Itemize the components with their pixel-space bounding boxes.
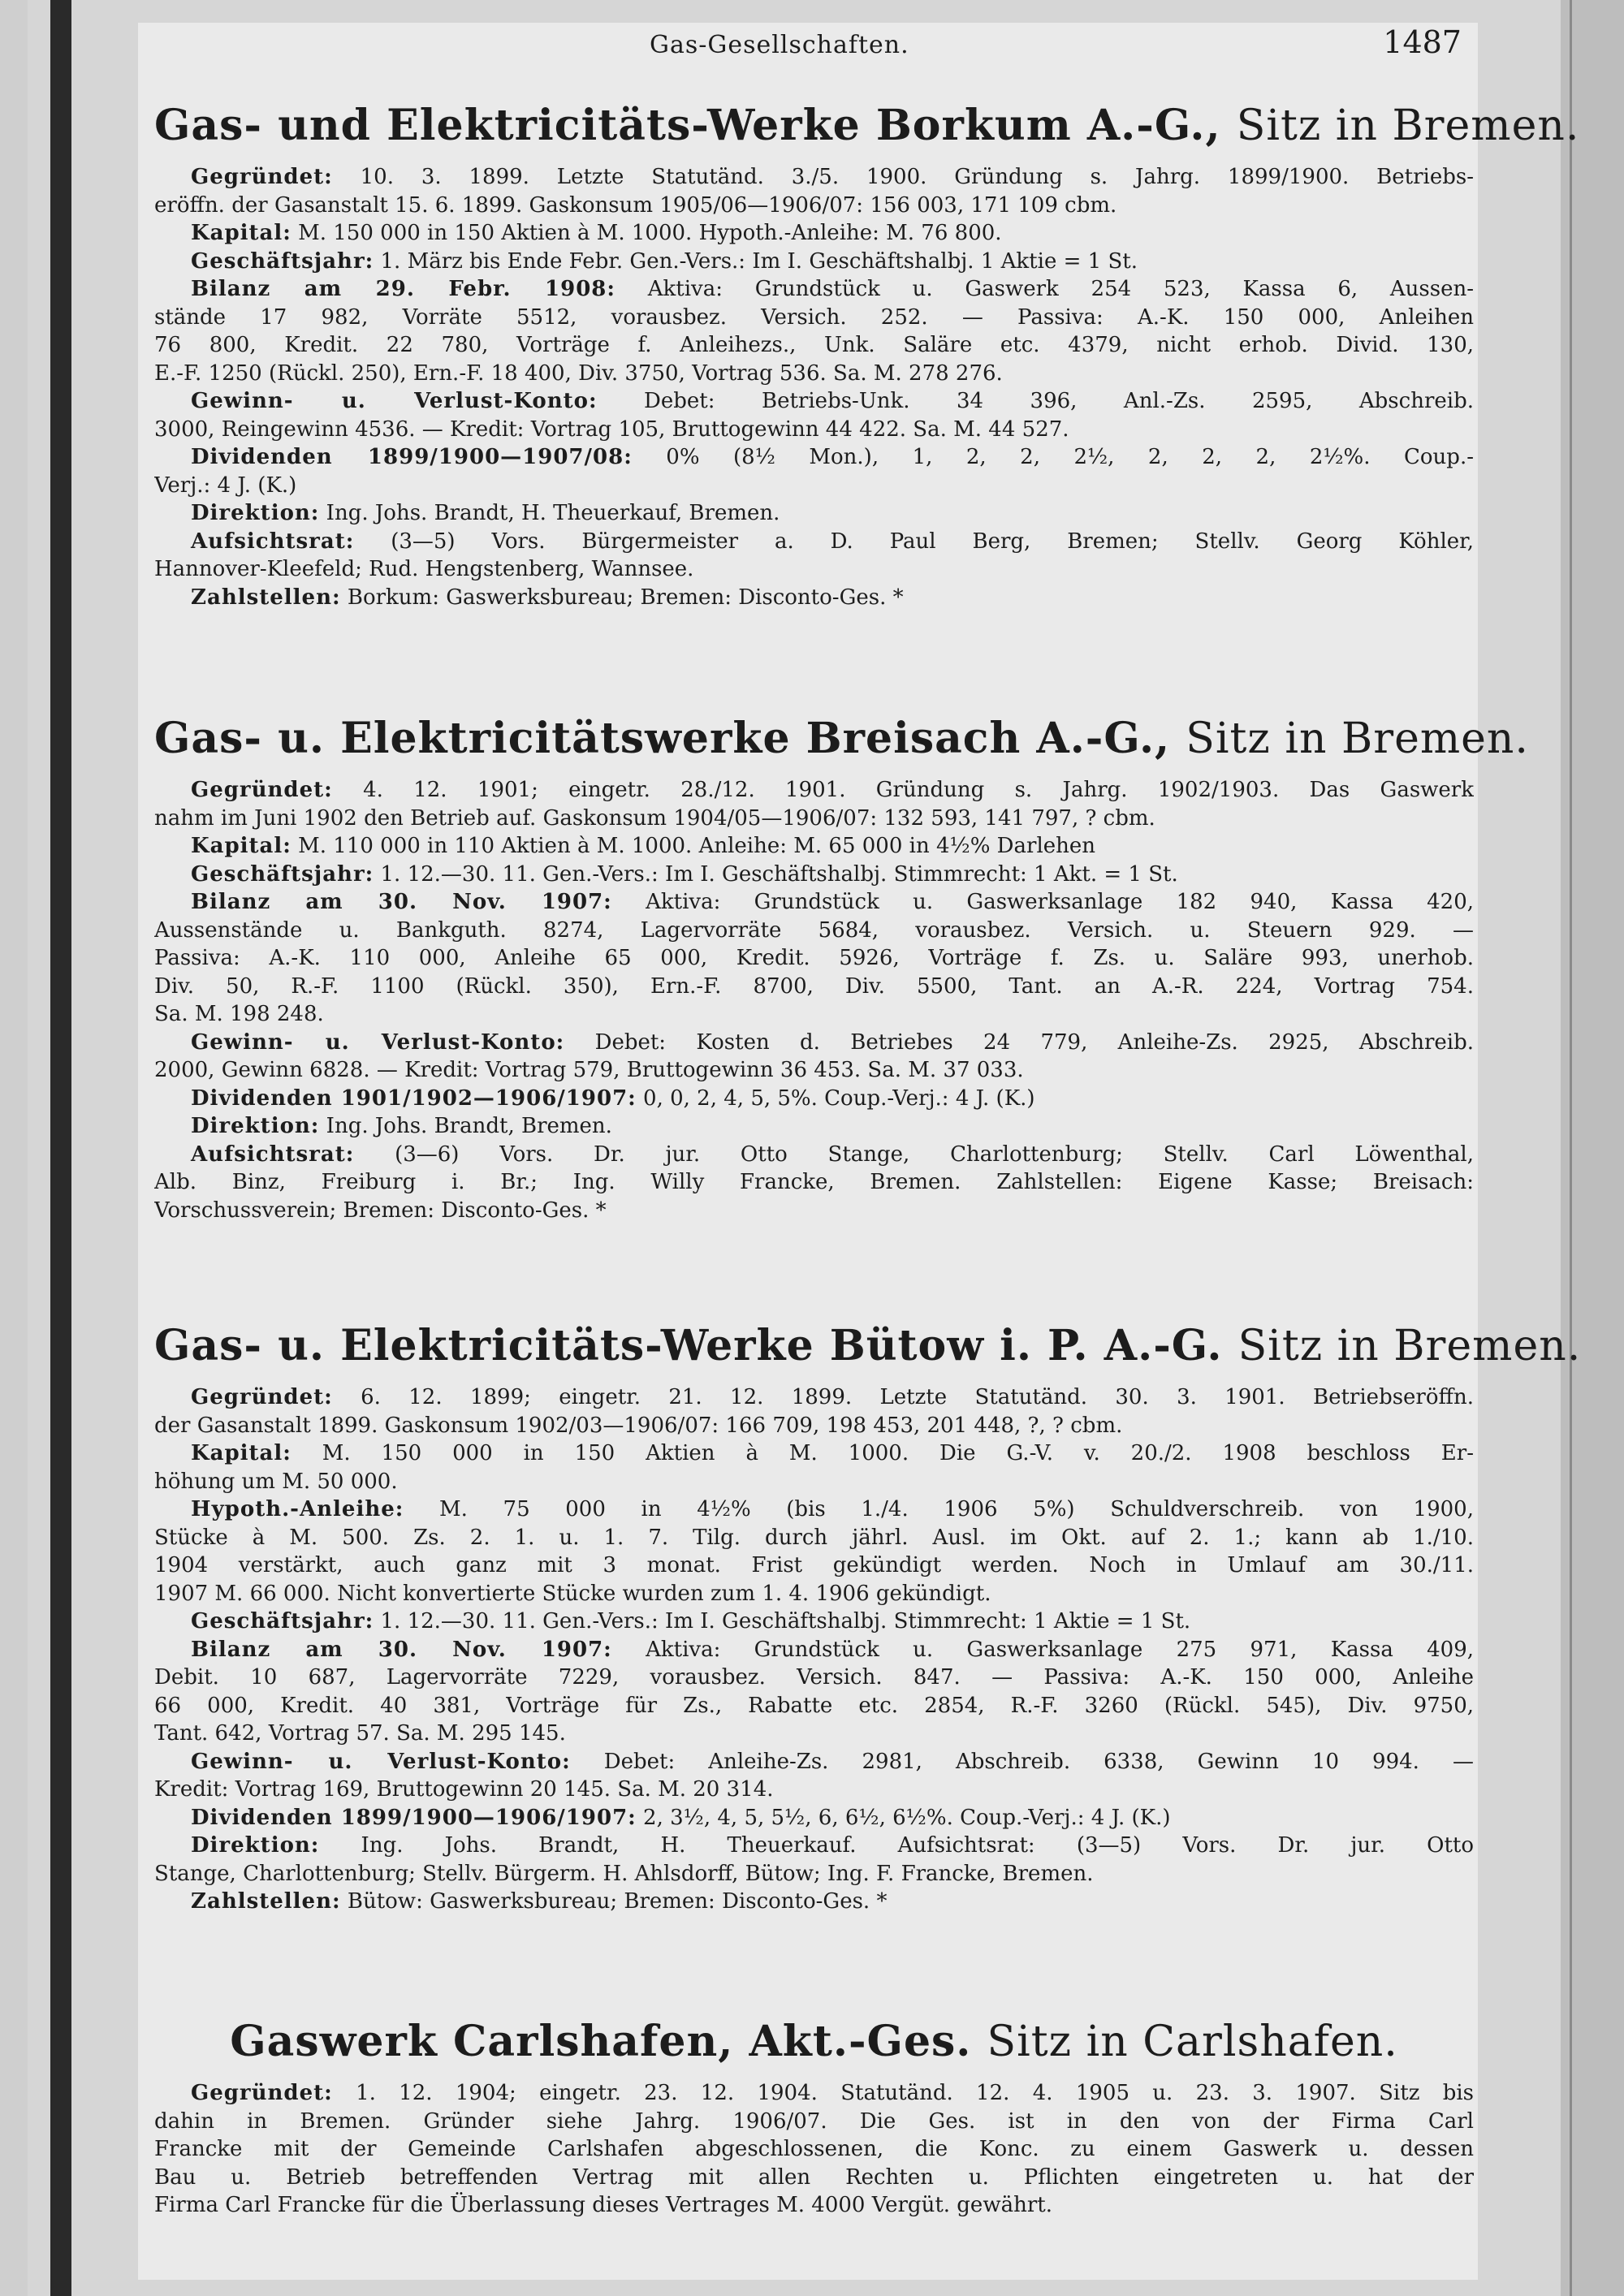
text-line: Direktion: Ing. Johs. Brandt, H. Theuerkauf. Aufsichtsrat: (3—5) Vors. Dr. jur. Otto [191,1833,1474,1858]
page-number: 1487 [1383,24,1462,60]
text-line: Kapital: M. 150 000 in 150 Aktien à M. 1000. Die G.-V. v. 20./2. 1908 beschloss Er- [191,1441,1474,1465]
company-name: Gas- u. Elektricitätswerke Breisach A.-G., [154,714,1171,763]
text-line: Hypoth.-Anleihe: M. 75 000 in 4½% (bis 1./4. 1906 5%) Schuldverschreib. von 1900, [191,1497,1474,1521]
company-seat: Sitz in Bremen. [1186,714,1529,763]
text-line: Bau u. Betrieb betreffenden Vertrag mit allen Rechten u. Pflichten eingetreten u. hat der [154,2164,1474,2190]
text-line: Dividenden 1899/1900—1907/08: 0% (8½ Mon.), 1, 2, 2, 2½, 2, 2, 2, 2½%. Coup.- [191,445,1474,469]
text-line: Gewinn- u. Verlust-Konto: Debet: Anleihe-Zs. 2981, Abschreib. 6338, Gewinn 10 994. — [191,1749,1474,1774]
field-label: Dividenden 1899/1900—1906/1907: [191,1805,637,1830]
text-line: Aufsichtsrat: (3—5) Vors. Bürgermeister a. D. Paul Berg, Bremen; Stellv. Georg Köhler, [191,529,1474,554]
entry-title [154,2016,1474,2068]
text-line: 1904 verstärkt, auch ganz mit 3 monat. Frist gekündigt werden. Noch in Umlauf am 30./11. [154,1553,1474,1577]
field-label: Geschäftsjahr: [191,861,374,887]
company-name: Gaswerk Carlshafen, Akt.-Ges. [230,2017,972,2066]
text-line: Hannover-Kleefeld; Rud. Hengstenberg, Wannsee. [154,557,694,581]
text-line: 3000, Reingewinn 4536. — Kredit: Vortrag 105, Bruttogewinn 44 422. Sa. M. 44 527. [154,416,1069,442]
field-label: Direktion: [191,1114,320,1138]
entry-body [154,163,1474,611]
entry-body [154,1383,1474,1916]
company-entry-buetow [154,1320,1582,1916]
entry-body [154,776,1474,1224]
text-line: Direktion: Ing. Johs. Brandt, H. Theuerkauf, Bremen. [191,501,780,525]
company-seat: Sitz in Bremen. [1237,1322,1582,1370]
field-label: Bilanz am 30. Nov. 1907: [191,1637,612,1662]
text-line: stände 17 982, Vorräte 5512, vorausbez. Versich. 252. — Passiva: A.-K. 150 000, Anleihen [154,304,1474,330]
field-label: Gegründet: [191,1385,333,1409]
field-label: Kapital: [191,221,292,245]
text-line: Zahlstellen: Borkum: Gaswerksbureau; Bremen: Disconto-Ges. * [191,585,904,610]
text-line: Bilanz am 29. Febr. 1908: Aktiva: Grundstück u. Gaswerk 254 523, Kassa 6, Aussen- [191,277,1474,301]
text-line: dahin in Bremen. Gründer siehe Jahrg. 1906/07. Die Ges. ist in den von der Firma Carl [154,2108,1474,2134]
text-line: Geschäftsjahr: 1. 12.—30. 11. Gen.-Vers.: Im I. Geschäftshalbj. Stimmrecht: 1 Aktie = 1 St. [191,1609,1191,1634]
text-line: Passiva: A.-K. 110 000, Anleihe 65 000, Kredit. 5926, Vorträge f. Zs. u. Saläre 993, unerhob. [154,946,1474,970]
text-line: Direktion: Ing. Johs. Brandt, Bremen. [191,1114,612,1138]
field-label: Hypoth.-Anleihe: [191,1497,404,1521]
text-line: Vorschussverein; Bremen: Disconto-Ges. * [154,1198,607,1223]
text-line: 1907 M. 66 000. Nicht konvertierte Stücke wurden zum 1. 4. 1906 gekündigt. [154,1581,991,1606]
field-label: Bilanz am 30. Nov. 1907: [191,890,612,914]
company-name: Gas- u. Elektricitäts-Werke Bütow i. P. A.-G. [154,1321,1223,1370]
field-label: Kapital: [191,1441,292,1465]
entry-title [154,100,1580,152]
field-label: Direktion: [191,501,320,525]
field-label: Direktion: [191,1833,320,1858]
text-line: Gewinn- u. Verlust-Konto: Debet: Betriebs-Unk. 34 396, Anl.-Zs. 2595, Abschreib. [191,389,1474,413]
field-label: Aufsichtsrat: [191,529,355,554]
company-seat: Sitz in Carlshafen. [987,2018,1398,2066]
running-head: Gas-Gesellschaften. [650,31,909,59]
company-entry-borkum [154,100,1580,611]
text-line: Tant. 642, Vortrag 57. Sa. M. 295 145. [154,1721,566,1746]
field-label: Bilanz am 29. Febr. 1908: [191,277,615,301]
company-name: Gas- und Elektricitäts-Werke Borkum A.-G., [154,101,1221,150]
text-line: Kapital: M. 110 000 in 110 Aktien à M. 1000. Anleihe: M. 65 000 in 4½% Darlehen [191,834,1096,858]
entry-title [154,713,1529,765]
text-line: 76 800, Kredit. 22 780, Vorträge f. Anleihezs., Unk. Saläre etc. 4379, nicht erhob. Divid. 130, [154,333,1474,357]
text-line: Geschäftsjahr: 1. 12.—30. 11. Gen.-Vers.: Im I. Geschäftshalbj. Stimmrecht: 1 Akt. = 1 St. [191,861,1178,887]
text-line: nahm im Juni 1902 den Betrieb auf. Gaskonsum 1904/05—1906/07: 132 593, 141 797, ? cbm. [154,805,1155,831]
page-edge-line [1570,0,1572,2296]
field-label: Gewinn- u. Verlust-Konto: [191,1029,565,1055]
field-label: Gegründet: [191,778,333,802]
entry-title [154,1320,1582,1372]
text-line: Kredit: Vortrag 169, Bruttogewinn 20 145. Sa. M. 20 314. [154,1777,774,1802]
field-label: Aufsichtsrat: [191,1142,355,1167]
field-label: Gewinn- u. Verlust-Konto: [191,1749,571,1774]
text-line: höhung um M. 50 000. [154,1469,398,1494]
text-line: Stange, Charlottenburg; Stellv. Bürgerm. H. Ahlsdorff, Bütow; Ing. F. Francke, Bremen. [154,1861,1094,1886]
text-line: Aufsichtsrat: (3—6) Vors. Dr. jur. Otto Stange, Charlottenburg; Stellv. Carl Löwenthal, [191,1142,1474,1167]
field-label: Geschäftsjahr: [191,1609,374,1634]
company-seat: Sitz in Bremen. [1236,101,1580,150]
field-label: Kapital: [191,834,292,858]
text-line: Gegründet: 1. 12. 1904; eingetr. 23. 12. 1904. Statutänd. 12. 4. 1905 u. 23. 3. 1907. Sitz bis [191,2081,1474,2105]
field-label: Dividenden 1901/1902—1906/1907: [191,1085,637,1111]
text-line: Gegründet: 10. 3. 1899. Letzte Statutänd. 3./5. 1900. Gründung s. Jahrg. 1899/1900. Betriebs- [191,165,1474,189]
text-line: Dividenden 1899/1900—1906/1907: 2, 3½, 4, 5, 5½, 6, 6½, 6½%. Coup.-Verj.: 4 J. (K.) [191,1805,1171,1830]
text-line: eröffn. der Gasanstalt 15. 6. 1899. Gaskonsum 1905/06—1906/07: 156 003, 171 109 cbm. [154,192,1117,218]
field-label: Zahlstellen: [191,585,341,610]
text-line: Debit. 10 687, Lagervorräte 7229, vorausbez. Versich. 847. — Passiva: A.-K. 150 000, Anleihe [154,1665,1474,1690]
company-entry-breisach [154,713,1529,1224]
field-label: Gegründet: [191,2081,333,2105]
text-line: Francke mit der Gemeinde Carlshafen abgeschlossenen, die Konc. zu einem Gaswerk u. dessen [154,2137,1474,2161]
text-line: Kapital: M. 150 000 in 150 Aktien à M. 1000. Hypoth.-Anleihe: M. 76 800. [191,221,1002,245]
field-label: Zahlstellen: [191,1889,341,1914]
text-line: Sa. M. 198 248. [154,1002,324,1026]
text-line: Geschäftsjahr: 1. März bis Ende Febr. Gen.-Vers.: Im I. Geschäftshalbj. 1 Aktie = 1 St. [191,248,1138,274]
field-label: Geschäftsjahr: [191,248,374,274]
text-line: Stücke à M. 500. Zs. 2. 1. u. 1. 7. Tilg. durch jährl. Ausl. im Okt. auf 2. 1.; kann ab 1./10. [154,1525,1474,1550]
text-line: Gegründet: 4. 12. 1901; eingetr. 28./12. 1901. Gründung s. Jahrg. 1902/1903. Das Gaswerk [191,778,1474,802]
text-line: Gewinn- u. Verlust-Konto: Debet: Kosten d. Betriebes 24 779, Anleihe-Zs. 2925, Abschreib. [191,1029,1474,1055]
entry-body [154,2079,1474,2220]
field-label: Gewinn- u. Verlust-Konto: [191,389,598,413]
field-label: Dividenden 1899/1900—1907/08: [191,445,633,469]
text-line: Aussenstände u. Bankguth. 8274, Lagervorräte 5684, vorausbez. Versich. u. Steuern 929. — [154,917,1474,943]
text-line: Dividenden 1901/1902—1906/1907: 0, 0, 2, 4, 5, 5%. Coup.-Verj.: 4 J. (K.) [191,1085,1035,1111]
text-line: Verj.: 4 J. (K.) [154,473,297,498]
text-line: Gegründet: 6. 12. 1899; eingetr. 21. 12. 1899. Letzte Statutänd. 30. 3. 1901. Betriebseröffn. [191,1385,1474,1409]
field-label: Gegründet: [191,165,333,189]
text-line: 66 000, Kredit. 40 381, Vorträge für Zs., Rabatte etc. 2854, R.-F. 3260 (Rückl. 545), Div. 9750, [154,1693,1474,1718]
document-page [138,23,1582,2280]
company-entry-carlshafen [154,2016,1474,2220]
text-line: Alb. Binz, Freiburg i. Br.; Ing. Willy Francke, Bremen. Zahlstellen: Eigene Kasse; Breisach: [154,1170,1474,1194]
text-line: Bilanz am 30. Nov. 1907: Aktiva: Grundstück u. Gaswerksanlage 275 971, Kassa 409, [191,1637,1474,1662]
text-line: E.-F. 1250 (Rückl. 250), Ern.-F. 18 400, Div. 3750, Vortrag 536. Sa. M. 278 276. [154,360,1003,386]
text-line: Bilanz am 30. Nov. 1907: Aktiva: Grundstück u. Gaswerksanlage 182 940, Kassa 420, [191,890,1474,914]
text-line: Div. 50, R.-F. 1100 (Rückl. 350), Ern.-F. 8700, Div. 5500, Tant. an A.-R. 224, Vortrag 754. [154,973,1474,999]
page-gutter-left [0,0,28,2296]
text-line: Firma Carl Francke für die Überlassung dieses Vertrages M. 4000 Vergüt. gewährt. [154,2193,1052,2217]
text-line: 2000, Gewinn 6828. — Kredit: Vortrag 579, Bruttogewinn 36 453. Sa. M. 37 033. [154,1058,1024,1082]
text-line: Zahlstellen: Bütow: Gaswerksbureau; Bremen: Disconto-Ges. * [191,1889,888,1914]
binding-shadow [50,0,71,2296]
text-line: der Gasanstalt 1899. Gaskonsum 1902/03—1906/07: 166 709, 198 453, 201 448, ?, ? cbm. [154,1413,1123,1438]
